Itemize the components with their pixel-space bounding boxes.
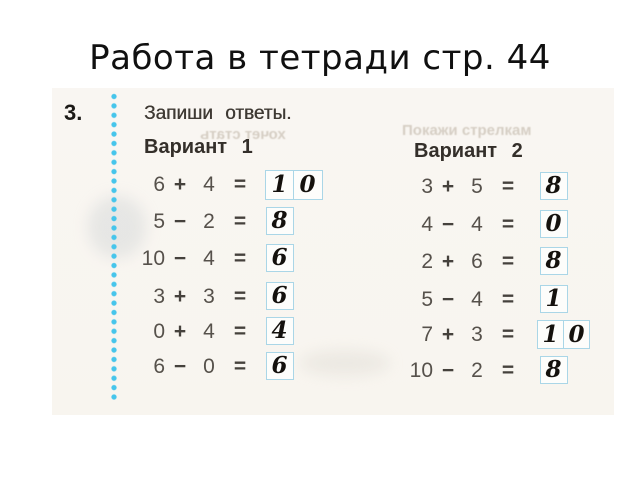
equation-row (127, 209, 257, 235)
variant2-label: Вариант 2 (414, 140, 523, 162)
operator: − (441, 288, 455, 311)
equals-sign: = (233, 355, 247, 378)
operand-b: 6 (471, 250, 483, 273)
equals-sign: = (233, 173, 247, 196)
equation-row (127, 246, 257, 272)
operand-b: 0 (203, 355, 215, 378)
operand-b: 4 (203, 173, 215, 196)
equals-sign: = (233, 320, 247, 343)
equals-sign: = (233, 247, 247, 270)
equation-row (127, 354, 257, 380)
operator: − (441, 213, 455, 236)
answer-digit: 0 (563, 321, 589, 348)
answer-box (540, 172, 568, 200)
operand-b: 4 (471, 288, 483, 311)
answer-digit: 8 (545, 356, 562, 383)
operand-a: 10 (409, 359, 433, 382)
answer-box (266, 244, 294, 272)
operand-a: 7 (421, 323, 433, 346)
answer-digit: 8 (545, 247, 562, 274)
answer-box (266, 207, 294, 235)
answer-digit: 0 (545, 210, 562, 237)
equals-sign: = (501, 175, 515, 198)
answer-digit: 1 (542, 320, 559, 348)
operator: + (173, 320, 187, 343)
operand-a: 3 (421, 175, 433, 198)
operand-a: 3 (153, 285, 165, 308)
operand-b: 3 (471, 323, 483, 346)
equation-row (395, 174, 525, 200)
answer-digit: 6 (271, 244, 288, 271)
operand-a: 6 (153, 173, 165, 196)
operand-a: 0 (153, 320, 165, 343)
operand-a: 5 (421, 288, 433, 311)
equation-row (395, 322, 525, 348)
answer-box (266, 282, 294, 310)
operator: + (173, 173, 187, 196)
exercise-number: 3. (64, 100, 83, 125)
operator: − (441, 359, 455, 382)
operand-b: 2 (203, 210, 215, 233)
equation-row (395, 212, 525, 238)
variant1-label: Вариант 1 (144, 136, 253, 158)
operand-b: 5 (471, 175, 483, 198)
equals-sign: = (501, 288, 515, 311)
answer-digit: 8 (545, 172, 562, 199)
equals-sign: = (501, 213, 515, 236)
answer-box (540, 285, 568, 313)
operator: − (173, 247, 187, 270)
answer-box (540, 247, 568, 275)
answer-digit: 6 (271, 282, 288, 309)
operand-b: 4 (203, 320, 215, 343)
operator: + (441, 323, 455, 346)
equals-sign: = (501, 250, 515, 273)
bleedthrough-text: хочет стать (200, 126, 286, 143)
operand-a: 4 (421, 213, 433, 236)
equation-row (395, 287, 525, 313)
operand-b: 2 (471, 359, 483, 382)
answer-box (265, 170, 323, 200)
answer-box (537, 320, 590, 349)
answer-box (266, 317, 294, 345)
equation-row (395, 249, 525, 275)
equals-sign: = (501, 359, 515, 382)
equation-row (127, 172, 257, 198)
operator: + (173, 285, 187, 308)
answer-digit: 8 (271, 207, 288, 234)
answer-box (540, 356, 568, 384)
operand-b: 3 (203, 285, 215, 308)
scan-smudge (300, 350, 390, 376)
operand-b: 4 (471, 213, 483, 236)
equals-sign: = (233, 210, 247, 233)
operand-a: 6 (153, 355, 165, 378)
operator: − (173, 355, 187, 378)
answer-digit: 6 (271, 352, 288, 379)
instruction-text: Запиши ответы. (144, 103, 292, 124)
operand-b: 4 (203, 247, 215, 270)
operator: + (441, 250, 455, 273)
operand-a: 2 (421, 250, 433, 273)
equation-row (127, 284, 257, 310)
answer-digit: 0 (293, 171, 321, 199)
equation-row (127, 319, 257, 345)
operator: + (441, 175, 455, 198)
answer-digit: 1 (545, 285, 562, 312)
operand-a: 5 (153, 210, 165, 233)
equation-row (395, 358, 525, 384)
operator: − (173, 210, 187, 233)
dotted-divider-line (110, 92, 118, 402)
answer-box (266, 352, 294, 380)
equals-sign: = (233, 285, 247, 308)
operand-a: 10 (141, 247, 165, 270)
answer-digit: 1 (271, 171, 288, 198)
slide-title: Работа в тетради стр. 44 (89, 38, 551, 78)
bleedthrough-text: Покажи стрелкам (402, 122, 532, 139)
answer-digit: 4 (271, 317, 288, 344)
answer-box (540, 210, 568, 238)
equals-sign: = (501, 323, 515, 346)
